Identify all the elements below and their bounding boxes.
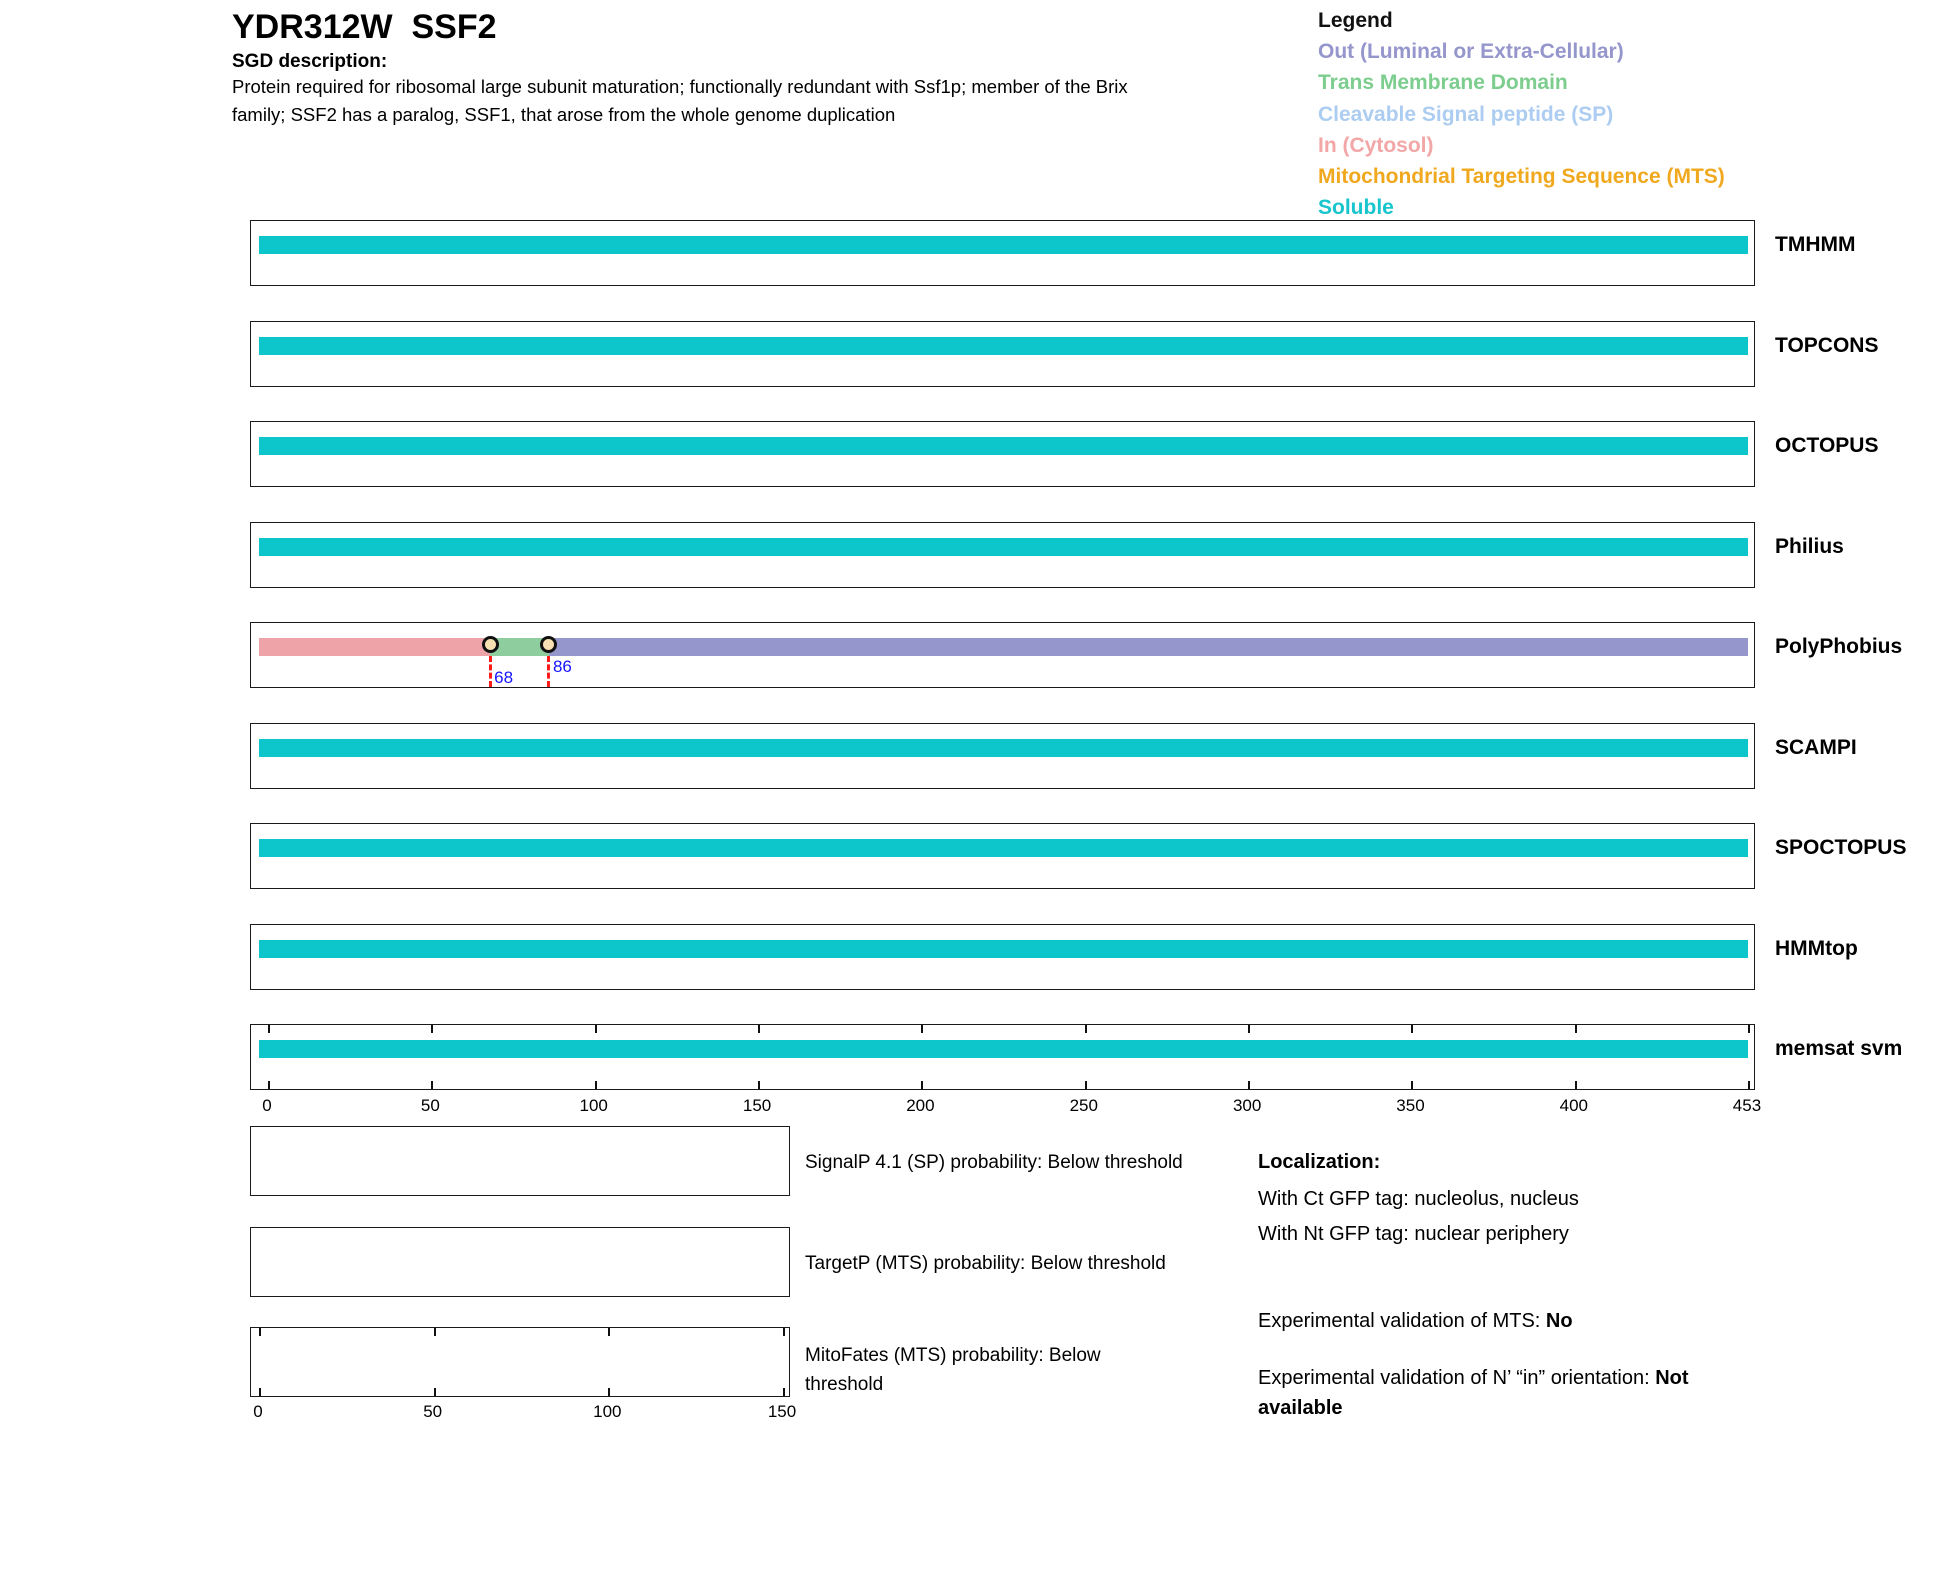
track-box-polyphobius — [250, 622, 1755, 688]
mitofates-axis-tick-label: 100 — [593, 1402, 622, 1421]
targetp-plot-label — [805, 1249, 1166, 1278]
axis-tick-mark — [608, 1328, 610, 1336]
boundary-position-label: 68 — [494, 668, 514, 687]
axis-tick-mark — [1248, 1081, 1250, 1089]
boundary-marker-circle — [482, 636, 499, 653]
residue-axis-tick-label: 100 — [579, 1096, 608, 1115]
axis-tick-mark — [758, 1025, 760, 1033]
axis-tick-mark — [921, 1081, 923, 1089]
track-label-philius: Philius — [1775, 534, 1844, 558]
page-title: YDR312W SSF2 — [232, 8, 497, 46]
boundary-marker-dashed-line — [489, 656, 492, 687]
residue-axis-tick-label: 400 — [1559, 1096, 1589, 1115]
mitofates-plot-label-line-1: MitoFates (MTS) probability: Below — [805, 1345, 1101, 1366]
axis-tick-mark — [1248, 1025, 1250, 1033]
track-bar-segment-soluble — [259, 940, 1748, 958]
residue-axis-tick-label: 0 — [262, 1096, 272, 1115]
axis-tick-mark — [1575, 1025, 1577, 1033]
residue-axis-tick-label: 200 — [906, 1096, 935, 1115]
residue-axis-tick-label: 50 — [420, 1096, 440, 1115]
residue-axis-tick-label: 250 — [1069, 1096, 1098, 1115]
axis-tick-mark — [758, 1081, 760, 1089]
track-bar-segment-soluble — [259, 437, 1748, 455]
sgd-description-label: SGD description: — [232, 51, 388, 72]
track-box-philius — [250, 522, 1755, 588]
mitofates-plot-label-line-2: threshold — [805, 1374, 884, 1395]
boundary-position-label: 86 — [552, 657, 572, 676]
signalp-plot-box — [250, 1126, 790, 1196]
track-box-topcons — [250, 321, 1755, 387]
legend-item-3: Cleavable Signal peptide (SP) — [1318, 102, 1614, 126]
mitofates-axis-tick-label: 150 — [767, 1402, 797, 1421]
legend — [1318, 5, 1725, 224]
axis-tick-mark — [1748, 1025, 1750, 1033]
legend-items — [1318, 36, 1725, 224]
localization-nt-gfp: With Nt GFP tag: nuclear periphery — [1258, 1223, 1569, 1245]
mitofates-axis-tick-label: 0 — [253, 1402, 263, 1421]
signalp-plot-label-line-1: SignalP 4.1 (SP) probability: Below threshold — [805, 1152, 1183, 1173]
axis-tick-mark — [259, 1388, 261, 1396]
sgd-description-line-2: family; SSF2 has a paralog, SSF1, that arose from the whole genome duplication — [232, 104, 896, 125]
residue-axis-tick-label: 350 — [1396, 1096, 1425, 1115]
targetp-plot-box — [250, 1227, 790, 1297]
axis-tick-mark — [268, 1025, 270, 1033]
boundary-marker-dashed-line — [547, 656, 550, 687]
axis-tick-mark — [1575, 1081, 1577, 1089]
track-bar-segment-out — [549, 638, 1748, 656]
mitofates-plot-label — [805, 1341, 1101, 1399]
axis-tick-mark — [608, 1388, 610, 1396]
legend-item-1: Out (Luminal or Extra-Cellular) — [1318, 40, 1624, 63]
axis-tick-mark — [783, 1388, 785, 1396]
localization-title: Localization: — [1258, 1151, 1381, 1173]
track-label-tmhmm: TMHMM — [1775, 233, 1856, 256]
axis-tick-mark — [268, 1081, 270, 1089]
mitofates-plot-box — [250, 1327, 790, 1397]
legend-item-6: Soluble — [1318, 196, 1394, 220]
track-bar-segment-in — [259, 638, 490, 656]
axis-tick-mark — [1411, 1025, 1413, 1033]
orientation-validation-line — [1258, 1363, 1743, 1423]
mts-validation-prefix: Experimental validation of MTS: — [1258, 1310, 1546, 1332]
track-bar-segment-soluble — [259, 236, 1748, 254]
legend-title: Legend — [1318, 9, 1393, 32]
track-bar-segment-soluble — [259, 337, 1748, 355]
mitofates-axis-tick-label: 50 — [423, 1402, 443, 1421]
track-label-topcons: TOPCONS — [1775, 333, 1879, 357]
axis-tick-mark — [434, 1388, 436, 1396]
track-box-scampi — [250, 723, 1755, 789]
mts-validation-line — [1258, 1306, 1573, 1336]
axis-tick-mark — [595, 1081, 597, 1089]
track-label-polyphobius: PolyPhobius — [1775, 635, 1903, 658]
track-box-spoctopus — [250, 823, 1755, 889]
track-bar-segment-soluble — [259, 739, 1748, 757]
axis-tick-mark — [431, 1081, 433, 1089]
track-label-spoctopus: SPOCTOPUS — [1775, 836, 1907, 859]
track-box-hmmtop — [250, 924, 1755, 990]
track-label-octopus: OCTOPUS — [1775, 434, 1879, 457]
axis-tick-mark — [783, 1328, 785, 1336]
sgd-description-line-1: Protein required for ribosomal large subunit maturation; functionally redundant with Ssf1p; member of the Brix — [232, 76, 1128, 97]
axis-tick-mark — [1085, 1025, 1087, 1033]
axis-tick-mark — [259, 1328, 261, 1336]
track-bar-segment-soluble — [259, 839, 1748, 857]
axis-tick-mark — [434, 1328, 436, 1336]
signalp-plot-label — [805, 1148, 1183, 1177]
residue-axis-tick-label: 300 — [1232, 1096, 1262, 1115]
track-box-memsat-svm — [250, 1024, 1755, 1090]
axis-tick-mark — [431, 1025, 433, 1033]
axis-tick-mark — [921, 1025, 923, 1033]
legend-item-4: In (Cytosol) — [1318, 133, 1434, 157]
track-label-scampi: SCAMPI — [1775, 735, 1857, 759]
mts-validation-value: No — [1545, 1310, 1573, 1332]
legend-item-2: Trans Membrane Domain — [1318, 71, 1568, 95]
track-bar-segment-soluble — [259, 538, 1748, 556]
track-box-octopus — [250, 421, 1755, 487]
residue-axis-tick-label: 453 — [1732, 1096, 1762, 1115]
axis-tick-mark — [1748, 1081, 1750, 1089]
axis-tick-mark — [595, 1025, 597, 1033]
track-box-tmhmm — [250, 220, 1755, 286]
localization-ct-gfp: With Ct GFP tag: nucleolus, nucleus — [1258, 1188, 1579, 1210]
track-bar-segment-soluble — [259, 1040, 1748, 1058]
orientation-validation-value: Not available — [1258, 1367, 1689, 1419]
track-label-memsat-svm: memsat svm — [1775, 1037, 1903, 1060]
targetp-plot-label-line-1: TargetP (MTS) probability: Below threshold — [805, 1253, 1166, 1274]
sgd-description-text — [232, 73, 1128, 129]
residue-axis-tick-label: 150 — [742, 1096, 772, 1115]
orientation-validation-prefix: Experimental validation of N’ “in” orientation: — [1258, 1367, 1656, 1389]
legend-item-5: Mitochondrial Targeting Sequence (MTS) — [1318, 165, 1725, 189]
track-label-hmmtop: HMMtop — [1775, 936, 1858, 960]
axis-tick-mark — [1085, 1081, 1087, 1089]
axis-tick-mark — [1411, 1081, 1413, 1089]
